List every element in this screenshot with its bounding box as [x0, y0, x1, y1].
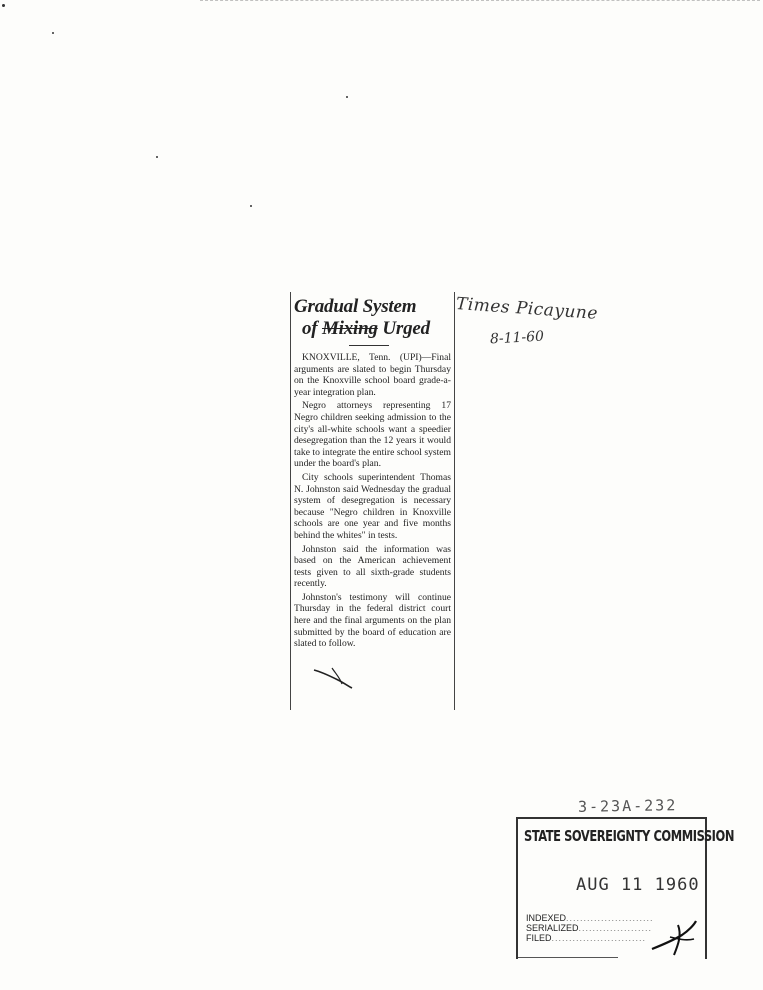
article-paragraph: City schools superintendent Thomas N. Johnston said Wednesday the gradual system of desegregation is necessary because "Negro children in Knoxville schools are one year and five months behind the whites" in tests.	[294, 471, 451, 541]
stamp-date: AUG 11 1960	[576, 875, 700, 895]
article-paragraph: Johnston said the information was based on the American achievement tests given to all sixth-grade students recently.	[294, 543, 451, 590]
headline-rule	[349, 345, 389, 346]
scan-speck	[52, 32, 54, 34]
stamp-field-label: SERIALIZED	[526, 923, 579, 933]
article-body	[294, 352, 451, 652]
handwritten-source: Times Picayune	[455, 294, 599, 324]
stamp-field-label: INDEXED	[526, 913, 567, 923]
stamp-bottom-line	[518, 955, 618, 958]
scan-edge-dots	[200, 0, 760, 4]
pen-underline-mark	[312, 666, 354, 690]
article-paragraph: KNOXVILLE, Tenn. (UPI)—Final arguments are slated to begin Thursday on the Knoxville school board grade-a-year integration plan.	[294, 352, 451, 398]
stamp-field	[526, 933, 654, 943]
headline	[294, 296, 454, 340]
headline-line2	[294, 318, 454, 340]
headline-line2-post: Urged	[377, 318, 430, 339]
scan-speck	[346, 96, 348, 98]
headline-line2-pre: of	[302, 318, 322, 339]
handwritten-date: 8-11-60	[489, 328, 545, 348]
scan-speck	[156, 156, 158, 158]
headline-line1: Gradual System	[294, 296, 417, 317]
scan-speck	[2, 4, 5, 7]
stamp-field-line: ...........................	[551, 933, 647, 943]
filing-stamp	[516, 817, 735, 959]
stamp-field	[526, 923, 654, 933]
stamp-fields	[526, 913, 654, 943]
newspaper-clipping	[290, 292, 455, 710]
article-paragraph: Johnston's testimony will continue Thursday in the federal district court here and the final arguments on the plan submitted by the board of education are slated to follow.	[294, 591, 451, 650]
stamp-field-label: FILED	[526, 933, 552, 943]
stamp-file-number: 3-23A-232	[577, 796, 678, 816]
scan-speck	[250, 205, 252, 207]
headline-struck-word: Mixing	[321, 318, 378, 339]
stamp-field-line: .........................	[566, 913, 654, 923]
article-paragraph: Negro attorneys representing 17 Negro children seeking admission to the city's all-white schools want a speedier desegregation than the 12 years it would take to integrate the entire school system under the board's plan.	[294, 400, 451, 470]
stamp-field-line: .....................	[578, 923, 653, 933]
stamp-field	[526, 913, 654, 923]
stamp-title: STATE SOVEREIGNTY COMMISSION	[524, 827, 735, 845]
signature-mark	[648, 915, 700, 959]
